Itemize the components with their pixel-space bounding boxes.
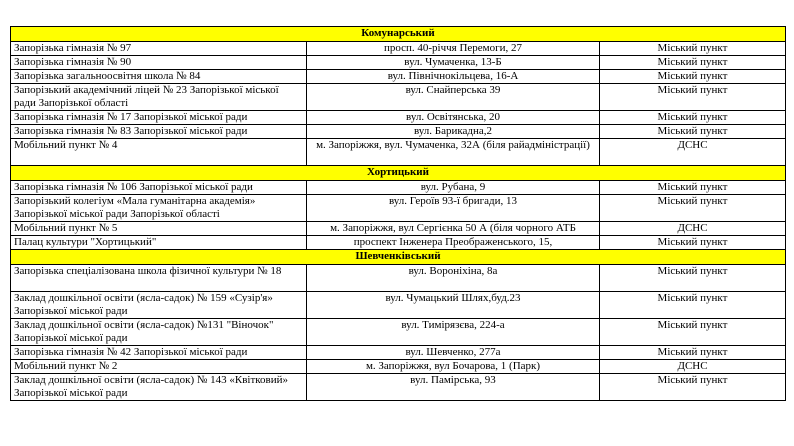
- point-type-cell: Міський пункт: [600, 111, 786, 125]
- table-row: [11, 42, 786, 56]
- table-row: [11, 374, 786, 401]
- point-name-cell: Запорізька гімназія № 106 Запорізької міської ради: [11, 181, 307, 195]
- table-row: [11, 346, 786, 360]
- point-type-cell: Міський пункт: [600, 84, 786, 111]
- point-name-cell: Запорізька гімназія № 83 Запорізької міської ради: [11, 125, 307, 139]
- point-name-cell: Запорізька спеціалізована школа фізичної культури № 18: [11, 265, 307, 292]
- district-header-row: [11, 27, 786, 42]
- point-type-cell: Міський пункт: [600, 70, 786, 84]
- address-cell: просп. 40-річчя Перемоги, 27: [307, 42, 600, 56]
- table-row: [11, 195, 786, 222]
- address-cell: вул. Снайперська 39: [307, 84, 600, 111]
- district-name: Хортицький: [11, 166, 786, 181]
- table-row: [11, 111, 786, 125]
- district-header-row: [11, 166, 786, 181]
- point-type-cell: ДСНС: [600, 360, 786, 374]
- table-row: [11, 292, 786, 319]
- table-row: [11, 360, 786, 374]
- point-type-cell: Міський пункт: [600, 236, 786, 250]
- point-name-cell: Запорізький академічний ліцей № 23 Запорізької міської ради Запорізької області: [11, 84, 307, 111]
- point-name-cell: Заклад дошкільної освіти (ясла-садок) №131 "Віночок" Запорізької міської ради: [11, 319, 307, 346]
- table-row: [11, 125, 786, 139]
- point-name-cell: Мобільний пункт № 4: [11, 139, 307, 166]
- point-type-cell: Міський пункт: [600, 265, 786, 292]
- address-cell: вул. Чумацький Шлях,буд.23: [307, 292, 600, 319]
- table-row: [11, 56, 786, 70]
- point-name-cell: Заклад дошкільної освіти (ясла-садок) № 159 «Сузір'я» Запорізької міської ради: [11, 292, 307, 319]
- table-row: [11, 139, 786, 166]
- district-name: Комунарський: [11, 27, 786, 42]
- table-row: [11, 265, 786, 292]
- shelters-table-body: [11, 27, 786, 401]
- table-row: [11, 222, 786, 236]
- address-cell: вул. Шевченко, 277а: [307, 346, 600, 360]
- table-row: [11, 319, 786, 346]
- address-cell: вул. Вороніхіна, 8а: [307, 265, 600, 292]
- address-cell: м. Запоріжжя, вул Сергієнка 50 А (біля чорного АТБ: [307, 222, 600, 236]
- point-type-cell: Міський пункт: [600, 195, 786, 222]
- address-cell: вул. Чумаченка, 13-Б: [307, 56, 600, 70]
- point-name-cell: Запорізька загальноосвітня школа № 84: [11, 70, 307, 84]
- address-cell: вул. Тимірязєва, 224-а: [307, 319, 600, 346]
- address-cell: вул. Рубана, 9: [307, 181, 600, 195]
- table-row: [11, 70, 786, 84]
- point-type-cell: Міський пункт: [600, 346, 786, 360]
- shelters-table: [10, 26, 786, 401]
- point-name-cell: Мобільний пункт № 5: [11, 222, 307, 236]
- point-name-cell: Мобільний пункт № 2: [11, 360, 307, 374]
- address-cell: вул. Памірська, 93: [307, 374, 600, 401]
- address-cell: вул. Барикадна,2: [307, 125, 600, 139]
- table-row: [11, 84, 786, 111]
- point-name-cell: Запорізька гімназія № 17 Запорізької міської ради: [11, 111, 307, 125]
- point-type-cell: Міський пункт: [600, 292, 786, 319]
- address-cell: м. Запоріжжя, вул Бочарова, 1 (Парк): [307, 360, 600, 374]
- point-name-cell: Заклад дошкільної освіти (ясла-садок) № 143 «Квітковий» Запорізької міської ради: [11, 374, 307, 401]
- point-name-cell: Запорізька гімназія № 42 Запорізької міської ради: [11, 346, 307, 360]
- point-type-cell: ДСНС: [600, 222, 786, 236]
- address-cell: вул. Героїв 93-ї бригади, 13: [307, 195, 600, 222]
- table-row: [11, 181, 786, 195]
- address-cell: проспект Інженера Преображенського, 15,: [307, 236, 600, 250]
- point-name-cell: Запорізька гімназія № 90: [11, 56, 307, 70]
- point-name-cell: Палац культури "Хортицький": [11, 236, 307, 250]
- point-name-cell: Запорізький колегіум «Мала гуманітарна академія» Запорізької міської ради Запорізької області: [11, 195, 307, 222]
- district-name: Шевченківський: [11, 250, 786, 265]
- address-cell: м. Запоріжжя, вул. Чумаченка, 32А (біля райадміністрації): [307, 139, 600, 166]
- point-type-cell: ДСНС: [600, 139, 786, 166]
- point-type-cell: Міський пункт: [600, 125, 786, 139]
- point-type-cell: Міський пункт: [600, 42, 786, 56]
- point-type-cell: Міський пункт: [600, 56, 786, 70]
- point-type-cell: Міський пункт: [600, 374, 786, 401]
- point-name-cell: Запорізька гімназія № 97: [11, 42, 307, 56]
- point-type-cell: Міський пункт: [600, 181, 786, 195]
- address-cell: вул. Північнокільцева, 16-А: [307, 70, 600, 84]
- point-type-cell: Міський пункт: [600, 319, 786, 346]
- table-row: [11, 236, 786, 250]
- district-header-row: [11, 250, 786, 265]
- address-cell: вул. Освітянська, 20: [307, 111, 600, 125]
